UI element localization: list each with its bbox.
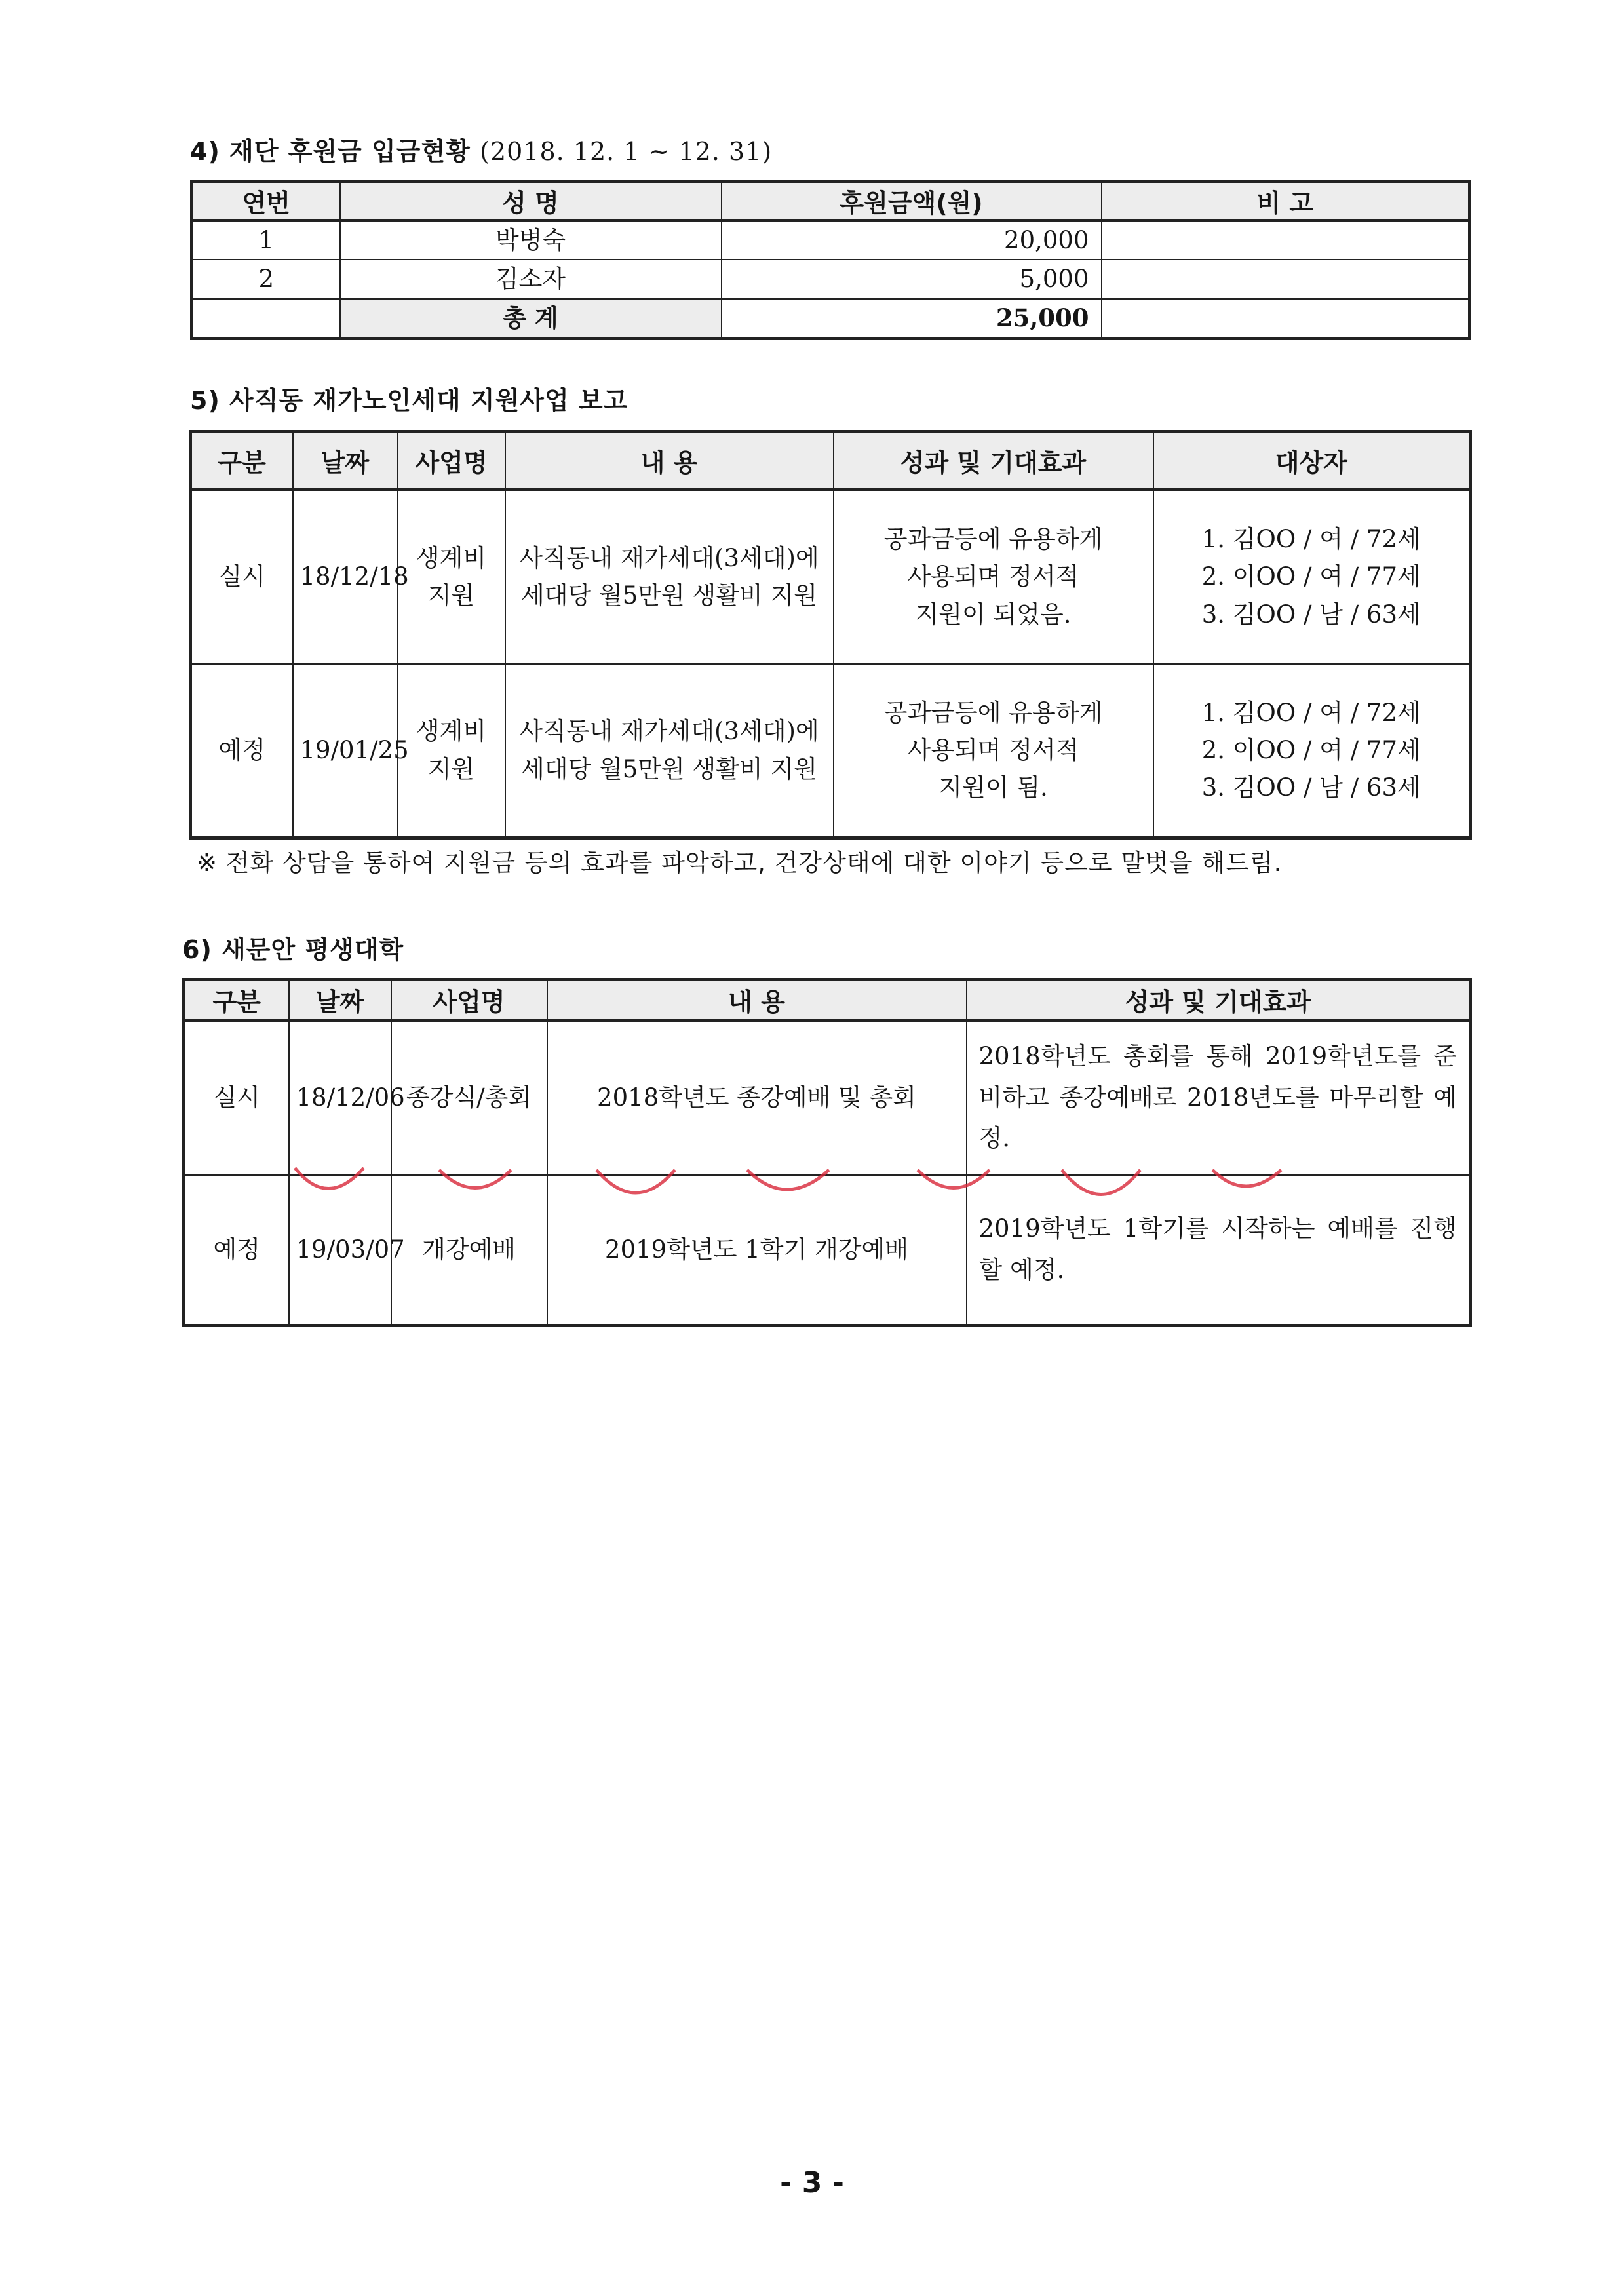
section4-title: 4) 재단 후원금 입금현황 xyxy=(190,137,471,166)
row-type: 실시 xyxy=(184,1020,289,1175)
section4-heading xyxy=(190,131,772,167)
header-no: 연번 xyxy=(192,182,340,221)
row-content: 2018학년도 종강예배 및 총회 xyxy=(547,1020,967,1175)
row-effect: 2018학년도 총회를 통해 2019학년도를 준비하고 종강예배로 2018년도를 마무리할 예정. xyxy=(967,1020,1471,1175)
section4-period: (2018. 12. 1 ~ 12. 31) xyxy=(480,137,773,166)
donation-table xyxy=(190,180,1471,340)
row-project xyxy=(398,664,505,838)
header-effect: 성과 및 기대효과 xyxy=(967,980,1471,1020)
row-date: 18/12/06 xyxy=(289,1020,391,1175)
target-line: 2. 이OO / 여 / 77세 xyxy=(1201,736,1421,765)
table-header-row xyxy=(191,432,1471,490)
table-header-row xyxy=(184,980,1471,1020)
content-line: 세대당 월5만원 생활비 지원 xyxy=(521,754,817,783)
row-project: 종강식/총회 xyxy=(391,1020,547,1175)
content-line: 사직동내 재가세대(3세대)에 xyxy=(519,543,819,572)
row-targets xyxy=(1153,490,1471,664)
header-content: 내 용 xyxy=(547,980,967,1020)
row-note xyxy=(1102,220,1470,260)
table-row xyxy=(191,664,1471,838)
header-content: 내 용 xyxy=(505,432,834,490)
row-date: 19/01/25 xyxy=(293,664,398,838)
row-no: 1 xyxy=(192,220,340,260)
header-date: 날짜 xyxy=(293,432,398,490)
row-content xyxy=(505,664,834,838)
target-line: 2. 이OO / 여 / 77세 xyxy=(1201,562,1421,591)
effect-line: 지원이 됨. xyxy=(938,773,1048,802)
row-type: 예정 xyxy=(184,1175,289,1326)
effect-line: 사용되며 정서적 xyxy=(907,736,1079,765)
row-amount: 20,000 xyxy=(722,220,1102,260)
table-row xyxy=(192,260,1470,298)
target-line: 1. 김OO / 여 / 72세 xyxy=(1201,698,1421,727)
header-date: 날짜 xyxy=(289,980,391,1020)
header-effect: 성과 및 기대효과 xyxy=(834,432,1153,490)
target-line: 1. 김OO / 여 / 72세 xyxy=(1201,524,1421,553)
row-date: 18/12/18 xyxy=(293,490,398,664)
effect-line: 사용되며 정서적 xyxy=(907,562,1079,591)
total-empty xyxy=(192,299,340,339)
effect-line: 지원이 되었음. xyxy=(915,600,1072,629)
total-note xyxy=(1102,299,1470,339)
header-type: 구분 xyxy=(191,432,293,490)
header-project: 사업명 xyxy=(391,980,547,1020)
header-name: 성 명 xyxy=(340,182,722,221)
project-line: 생계비 xyxy=(416,717,487,746)
target-line: 3. 김OO / 남 / 63세 xyxy=(1201,600,1421,629)
project-line: 지원 xyxy=(427,754,475,783)
table-row xyxy=(184,1020,1471,1175)
page-number: - 3 - xyxy=(780,2166,844,2199)
row-no: 2 xyxy=(192,260,340,298)
total-label: 총 계 xyxy=(340,299,722,339)
table-row xyxy=(184,1175,1471,1326)
header-targets: 대상자 xyxy=(1153,432,1471,490)
row-name: 박병숙 xyxy=(340,220,722,260)
project-line: 지원 xyxy=(427,581,475,610)
row-project xyxy=(398,490,505,664)
row-effect xyxy=(834,490,1153,664)
row-targets xyxy=(1153,664,1471,838)
lifelong-college-table xyxy=(182,978,1472,1327)
effect-line: 공과금등에 유용하게 xyxy=(883,524,1103,553)
table-row xyxy=(192,220,1470,260)
effect-line: 공과금등에 유용하게 xyxy=(883,698,1103,727)
total-amount: 25,000 xyxy=(722,299,1102,339)
phone-counseling-note: ※ 전화 상담을 통하여 지원금 등의 효과를 파악하고, 건강상태에 대한 이야기 등으로 말벗을 해드림. xyxy=(197,849,1283,877)
header-amount: 후원금액(원) xyxy=(722,182,1102,221)
total-row xyxy=(192,299,1470,339)
row-note xyxy=(1102,260,1470,298)
section5-title: 5) 사직동 재가노인세대 지원사업 보고 xyxy=(190,386,628,415)
project-line: 생계비 xyxy=(416,543,487,572)
header-type: 구분 xyxy=(184,980,289,1020)
table-header-row xyxy=(192,182,1470,221)
header-project: 사업명 xyxy=(398,432,505,490)
row-content: 2019학년도 1학기 개강예배 xyxy=(547,1175,967,1326)
row-effect xyxy=(834,664,1153,838)
row-type: 예정 xyxy=(191,664,293,838)
target-line: 3. 김OO / 남 / 63세 xyxy=(1201,773,1421,802)
row-effect: 2019학년도 1학기를 시작하는 예배를 진행할 예정. xyxy=(967,1175,1471,1326)
row-name: 김소자 xyxy=(340,260,722,298)
row-content xyxy=(505,490,834,664)
row-date: 19/03/07 xyxy=(289,1175,391,1326)
row-amount: 5,000 xyxy=(722,260,1102,298)
content-line: 사직동내 재가세대(3세대)에 xyxy=(519,717,819,746)
header-note: 비 고 xyxy=(1102,182,1470,221)
row-project: 개강예배 xyxy=(391,1175,547,1326)
row-type: 실시 xyxy=(191,490,293,664)
section6-title: 6) 새문안 평생대학 xyxy=(182,935,404,964)
content-line: 세대당 월5만원 생활비 지원 xyxy=(521,581,817,610)
elderly-support-table xyxy=(189,430,1472,840)
table-row xyxy=(191,490,1471,664)
